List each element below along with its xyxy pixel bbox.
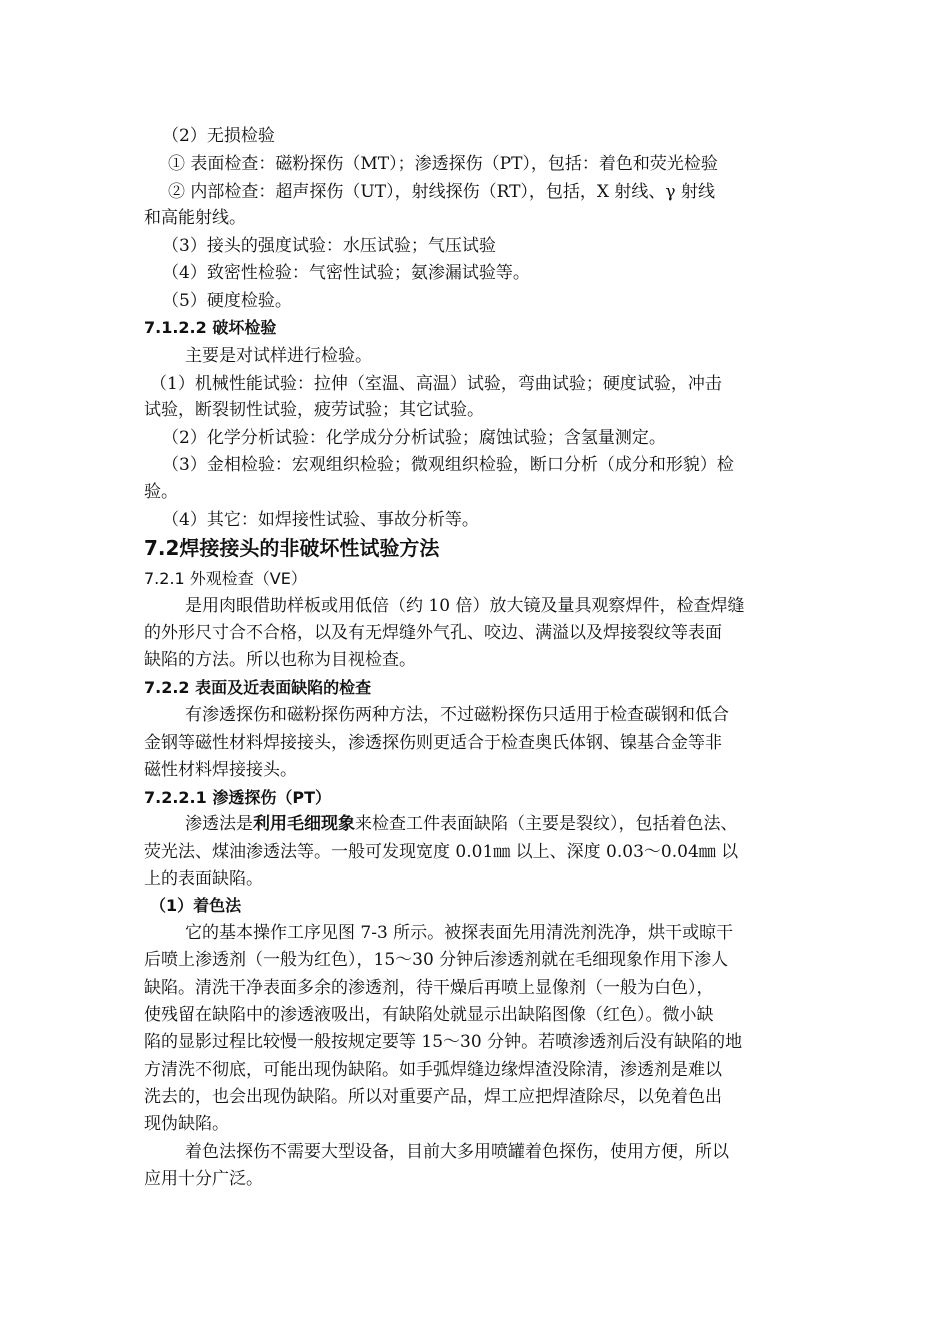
penetrant-para-line	[185, 811, 865, 837]
destructive-heading: 7.1.2.2 破坏检验	[144, 318, 277, 337]
destructive-intro: 主要是对试样进行检验。	[185, 346, 372, 366]
coloring-para-line: 现伪缺陷。	[144, 1114, 229, 1134]
coloring-para-line: 陷的显影过程比较慢一般按规定要等 15～30 分钟。若喷渗透剂后没有缺陷的地	[144, 1032, 743, 1052]
coloring-para-line: 方清洗不彻底，可能出现伪缺陷。如手弧焊缝边缘焊渣没除清，渗透剂是难以	[144, 1060, 722, 1080]
nde-internal-item-cont: 和高能射线。	[144, 208, 246, 228]
coloring-para2-line: 应用十分广泛。	[144, 1169, 263, 1189]
nde-title: （2）无损检验	[162, 126, 275, 146]
penetrant-para-line: 上的表面缺陷。	[144, 869, 263, 889]
strength-test-item: （3）接头的强度试验：水压试验；气压试验	[162, 236, 496, 256]
coloring-para-line: 后喷上渗透剂（一般为红色），15～30 分钟后渗透剂就在毛细现象作用下渗人	[144, 950, 729, 970]
surface-para-line: 有渗透探伤和磁粉探伤两种方法，不过磁粉探伤只适用于检查碳钢和低合	[185, 705, 729, 725]
tightness-test-item: （4）致密性检验：气密性试验；氨渗漏试验等。	[162, 263, 530, 283]
coloring-para2-line: 着色法探伤不需要大型设备，目前大多用喷罐着色探伤，使用方便，所以	[185, 1142, 729, 1162]
section-heading-7-2: 7.2焊接接头的非破坏性试验方法	[144, 536, 440, 560]
metallographic-item-cont: 验。	[144, 482, 178, 502]
hardness-test-item: （5）硬度检验。	[162, 291, 292, 311]
visual-para-line: 是用肉眼借助样板或用低倍（约 10 倍）放大镜及量具观察焊件，检查焊缝	[185, 596, 745, 616]
coloring-para-line: 它的基本操作工序见图 7-3 所示。被探表面先用清洗剂洗净，烘干或晾干	[185, 923, 734, 943]
penetrant-text: 渗透法是	[185, 814, 253, 834]
coloring-para-line: 缺陷。清洗干净表面多余的渗透剂，待干燥后再喷上显像剂（一般为白色），	[144, 978, 714, 998]
surface-defect-heading: 7.2.2 表面及近表面缺陷的检查	[144, 678, 372, 697]
coloring-para-line: 使残留在缺陷中的渗透液吸出，有缺陷处就显示出缺陷图像（红色）。微小缺	[144, 1005, 714, 1025]
visual-inspection-heading: 7.2.1 外观检查（VE）	[144, 569, 307, 588]
mechanical-test-item: （1）机械性能试验：拉伸（室温、高温）试验，弯曲试验；硬度试验，冲击	[150, 374, 722, 394]
visual-para-line: 的外形尺寸合不合格，以及有无焊缝外气孔、咬边、满溢以及焊接裂纹等表面	[144, 623, 722, 643]
penetrant-text: 来检查工件表面缺陷（主要是裂纹），包括着色法、	[355, 814, 738, 834]
penetrant-para-line: 荧光法、煤油渗透法等。一般可发现宽度 0.01㎜ 以上、深度 0.03～0.04㎜ 以	[144, 842, 739, 862]
mechanical-test-item-cont: 试验，断裂韧性试验，疲劳试验；其它试验。	[144, 400, 484, 420]
visual-para-line: 缺陷的方法。所以也称为目视检查。	[144, 650, 416, 670]
penetrant-heading: 7.2.2.1 渗透探伤（PT）	[144, 788, 331, 807]
nde-surface-item: ① 表面检查：磁粉探伤（MT）；渗透探伤（PT），包括：着色和荧光检验	[168, 154, 718, 174]
capillary-emphasis: 利用毛细现象	[253, 814, 355, 834]
chemical-test-item: （2）化学分析试验：化学成分分析试验；腐蚀试验；含氢量测定。	[162, 428, 666, 448]
coloring-para-line: 洗去的，也会出现伪缺陷。所以对重要产品，焊工应把焊渣除尽，以免着色出	[144, 1087, 722, 1107]
surface-para-line: 磁性材料焊接接头。	[144, 760, 297, 780]
surface-para-line: 金钢等磁性材料焊接接头，渗透探伤则更适合于检查奥氏体钢、镍基合金等非	[144, 733, 722, 753]
metallographic-item: （3）金相检验：宏观组织检验；微观组织检验，断口分析（成分和形貌）检	[162, 455, 734, 475]
coloring-method-heading: （1）着色法	[150, 896, 242, 915]
other-test-item: （4）其它：如焊接性试验、事故分析等。	[162, 510, 479, 530]
nde-internal-item: ② 内部检查：超声探伤（UT），射线探伤（RT），包括，X 射线、γ 射线	[168, 182, 715, 202]
